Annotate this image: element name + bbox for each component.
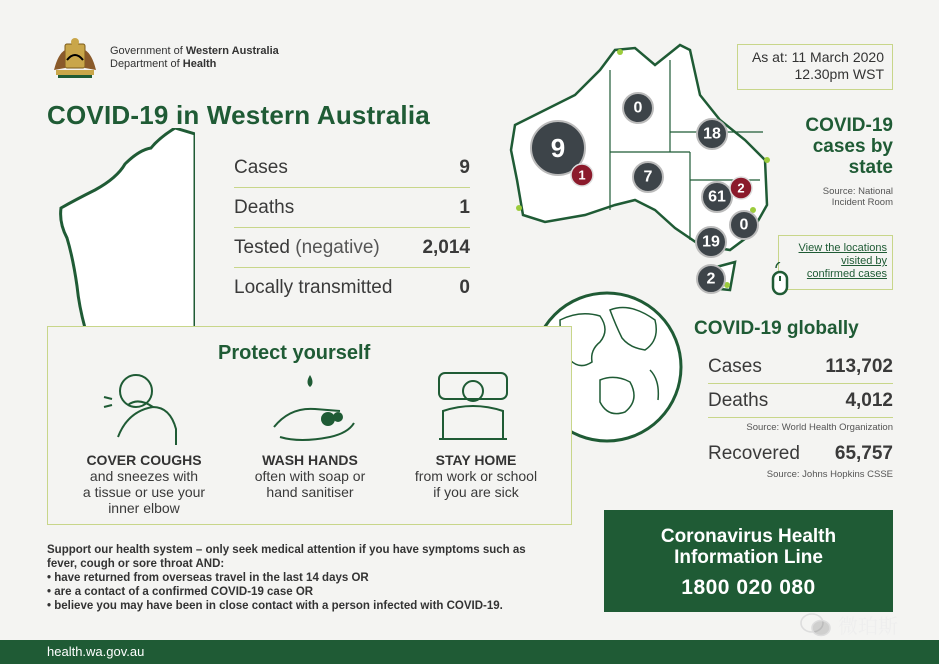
tip-stay-home [396,452,556,500]
stat-row-cases [234,148,470,188]
global-title: COVID-19 globally [694,318,859,339]
support-line1: Support our health system – only seek medical attention if you have symptoms such as [47,544,526,556]
support-bullet: • are a contact of a confirmed COVID-19 case OR [47,585,587,599]
stat-value: 0 [459,277,470,298]
hotline-line1: Coronavirus Health [660,526,837,547]
tip-line: a tissue or use your [82,484,206,500]
global-value: 65,757 [834,443,893,464]
bubble-vic [696,227,726,257]
stat-label [234,237,380,259]
stay-home-icon [433,367,513,447]
bubble-act-cases: 0 [739,216,749,234]
global-label: Recovered [708,443,800,464]
state-source-line1: Source: National [822,186,893,197]
tip-head: WASH HANDS [262,452,358,468]
state-title-line2: cases by [812,136,893,157]
support-text [47,543,587,613]
protect-box [47,326,572,525]
locations-box [778,235,893,290]
stat-row-deaths [234,188,470,228]
tip-wash-hands [230,452,390,500]
support-list [47,571,587,613]
state-title-line3: state [848,157,893,178]
global-row-deaths [708,384,893,418]
footer-url[interactable]: health.wa.gov.au [47,644,145,659]
hotline-title [604,526,893,568]
bubble-act [730,211,758,239]
global-value: 113,702 [825,355,893,377]
stat-label-suffix: (negative) [289,236,380,258]
australia-map [505,40,775,300]
stat-label: Locally transmitted [234,277,393,298]
cough-icon [98,367,188,447]
bubble-vic-cases: 19 [702,233,720,251]
locations-line3: confirmed cases [806,268,887,280]
bubble-nsw-cases: 61 [708,188,726,206]
gov-line2-prefix: Department of [110,58,183,70]
gov-text [110,45,279,71]
bubble-tas-cases: 2 [706,270,716,288]
state-title-line1: COVID-19 [805,115,893,136]
bubble-qld-cases: 18 [703,125,721,143]
wechat-icon [800,612,832,638]
stat-label-main: Tested [234,236,290,258]
bubble-nsw-deaths: 2 [737,180,745,196]
wa-coat-of-arms-icon [50,36,100,80]
global-label: Cases [708,355,762,377]
stat-label: Cases [234,156,288,178]
bubble-tas [697,265,725,293]
tip-line: from work or school [414,468,538,484]
tip-line: often with soap or [254,468,366,484]
hotline-number[interactable]: 1800 020 080 [681,576,816,599]
wa-stats-table [234,148,470,308]
gov-line1-prefix: Government of [110,45,186,57]
date-line1: As at: 11 March 2020 [751,49,884,65]
stat-value: 1 [459,196,470,218]
stat-row-local [234,268,470,308]
watermark-text: 微珀斯 [838,616,898,638]
global-value: 4,012 [845,389,893,411]
bubble-sa [633,162,663,192]
locations-link[interactable] [789,242,887,281]
tip-line: if you are sick [433,484,519,500]
stat-value: 2,014 [422,236,470,258]
gov-line1-bold: Western Australia [185,45,279,57]
tip-head: COVER COUGHS [86,452,202,468]
mouse-icon [771,262,789,296]
global-source2: Source: Johns Hopkins CSSE [766,469,893,480]
locations-line2: visited by [841,255,887,267]
support-line2: fever, cough or sore throat AND: [47,558,225,570]
tip-head: STAY HOME [435,452,517,468]
protect-title: Protect yourself [218,342,371,364]
page-title: COVID-19 in Western Australia [47,100,430,130]
gov-line2-bold: Health [182,58,217,70]
tip-cover-coughs [64,452,224,516]
global-source1: Source: World Health Organization [746,422,893,433]
footer [0,640,939,664]
bubble-qld [697,119,727,149]
global-stats-table [708,350,893,488]
bubble-wa-deaths: 1 [578,167,586,183]
tip-line: hand sanitiser [266,484,354,500]
stat-label: Deaths [234,196,295,218]
gov-logo-block [50,36,279,80]
global-row-recovered [708,441,893,467]
stat-row-tested [234,228,470,268]
bubble-nt-cases: 0 [633,99,643,117]
tip-line: and sneezes with [89,468,199,484]
wash-hands-icon [270,367,360,447]
hotline-line2: Information Line [674,547,823,568]
support-bullet: • believe you may have been in close contact with a person infected with COVID-19. [47,599,587,613]
bubble-wa-cases: 9 [550,133,566,163]
state-title [760,115,893,178]
locations-line1: View the locations [798,242,887,254]
bubble-sa-cases: 7 [643,168,653,186]
global-label: Deaths [708,389,769,411]
wa-map-icon [55,128,195,353]
state-source [780,186,893,208]
hotline-box [604,510,893,612]
date-line2: 12.30pm WST [794,66,884,82]
tip-line: inner elbow [108,500,180,516]
bubble-nt [623,93,653,123]
support-bullet: • have returned from overseas travel in the last 14 days OR [47,571,587,585]
stat-value: 9 [459,156,470,178]
global-row-cases [708,350,893,384]
watermark [800,610,898,639]
state-source-line2: Incident Room [831,197,893,208]
